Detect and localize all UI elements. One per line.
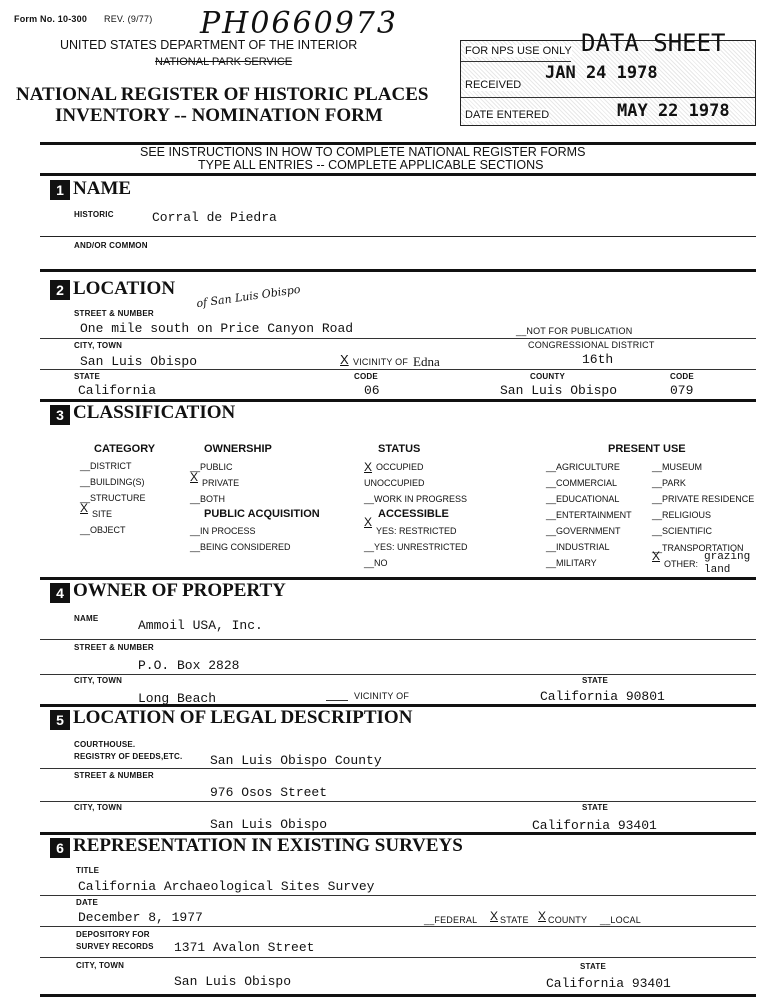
section-2-number: 2 xyxy=(50,280,70,300)
accessible-no: __NO xyxy=(364,558,388,568)
pubacq-being-considered: __BEING CONSIDERED xyxy=(190,542,291,552)
section-5-title: LOCATION OF LEGAL DESCRIPTION xyxy=(73,707,413,728)
use-educational: __EDUCATIONAL xyxy=(546,494,620,504)
status-occupied: OCCUPIED xyxy=(376,462,424,472)
location-city-value: San Luis Obispo xyxy=(80,354,198,369)
ownership-heading: OWNERSHIP xyxy=(204,443,272,455)
category-site: SITE xyxy=(92,509,113,519)
depository-label-2: SURVEY RECORDS xyxy=(76,942,154,951)
survey-title-label: TITLE xyxy=(76,866,100,875)
county-label: COUNTY xyxy=(530,372,565,381)
status-heading: STATUS xyxy=(378,443,421,455)
owner-state-label: STATE xyxy=(582,676,609,685)
stamp-number: PH0660973 xyxy=(200,6,398,41)
owner-city-label: CITY, TOWN xyxy=(74,676,123,685)
owner-city-value: Long Beach xyxy=(138,691,217,706)
use-military: __MILITARY xyxy=(546,558,597,568)
historic-label: HISTORIC xyxy=(74,210,114,219)
section-5-number: 5 xyxy=(50,710,70,730)
survey-date-label: DATE xyxy=(76,898,98,907)
ownership-public: __PUBLIC xyxy=(190,462,233,472)
category-heading: CATEGORY xyxy=(94,443,156,455)
survey-federal: __FEDERAL xyxy=(424,915,478,925)
form-title-line2: INVENTORY -- NOMINATION FORM xyxy=(55,105,383,126)
accessible-restricted-mark: X xyxy=(364,515,373,529)
owner-name-label: NAME xyxy=(74,614,99,623)
nps-use-box xyxy=(460,29,756,126)
accessible-restricted: YES: RESTRICTED xyxy=(376,526,457,536)
vicinity-check-mark: X xyxy=(340,352,349,367)
handwritten-annotation: of San Luis Obispo xyxy=(195,282,302,311)
status-work-in-progress: __WORK IN PROGRESS xyxy=(364,494,468,504)
county-value: San Luis Obispo xyxy=(500,383,618,398)
use-other-value: grazing land xyxy=(704,551,751,576)
category-site-mark: X xyxy=(80,501,89,515)
section-4-number: 4 xyxy=(50,583,70,603)
instructions-line1: SEE INSTRUCTIONS IN HOW TO COMPLETE NATIONAL REGISTER FORMS xyxy=(140,145,586,159)
state-label: STATE xyxy=(74,372,101,381)
state-value: California xyxy=(78,383,157,398)
congressional-district-label: CONGRESSIONAL DISTRICT xyxy=(528,340,655,350)
form-revision: REV. (9/77) xyxy=(104,14,153,24)
use-other: OTHER: xyxy=(664,559,699,569)
section-1-number: 1 xyxy=(50,180,70,200)
state-code-label: CODE xyxy=(354,372,378,381)
pubacq-in-process: __IN PROCESS xyxy=(190,526,256,536)
county-code-label: CODE xyxy=(670,372,694,381)
owner-name-value: Ammoil USA, Inc. xyxy=(138,618,263,633)
use-scientific: __SCIENTIFIC xyxy=(652,526,713,536)
public-acquisition-heading: PUBLIC ACQUISITION xyxy=(204,508,320,520)
section-1-title: NAME xyxy=(73,178,132,199)
received-label: RECEIVED xyxy=(465,79,522,91)
category-district: __DISTRICT xyxy=(80,461,132,471)
use-private-residence: __PRIVATE RESIDENCE xyxy=(652,494,755,504)
department-name: UNITED STATES DEPARTMENT OF THE INTERIOR xyxy=(60,38,358,52)
survey-city-value: San Luis Obispo xyxy=(174,974,292,989)
survey-local: __LOCAL xyxy=(600,915,641,925)
category-structure: __STRUCTURE xyxy=(80,493,146,503)
survey-state-label: STATE xyxy=(580,962,607,971)
legal-city-value: San Luis Obispo xyxy=(210,817,328,832)
owner-street-label: STREET & NUMBER xyxy=(74,643,154,652)
form-number: Form No. 10-300 xyxy=(14,14,88,24)
section-6-title: REPRESENTATION IN EXISTING SURVEYS xyxy=(73,835,463,856)
date-entered-label: DATE ENTERED xyxy=(465,109,550,121)
state-code-value: 06 xyxy=(364,383,380,398)
survey-title-value: California Archaeological Sites Survey xyxy=(78,879,375,894)
courthouse-label: COURTHOUSE. xyxy=(74,740,136,749)
legal-street-label: STREET & NUMBER xyxy=(74,771,154,780)
county-code-value: 079 xyxy=(670,383,694,398)
survey-county: COUNTY xyxy=(548,915,588,925)
use-park: __PARK xyxy=(652,478,686,488)
use-museum: __MUSEUM xyxy=(652,462,703,472)
vicinity-of-label: VICINITY OF xyxy=(353,357,409,367)
survey-state-mark: X xyxy=(490,909,499,923)
common-name-label: AND/OR COMMON xyxy=(74,241,148,250)
survey-state: STATE xyxy=(500,915,529,925)
congressional-district-value: 16th xyxy=(582,352,614,367)
use-other-mark: X xyxy=(652,549,661,563)
data-sheet-stamp: DATA SHEET xyxy=(581,29,726,57)
survey-state-value: California 93401 xyxy=(546,976,671,991)
owner-street-value: P.O. Box 2828 xyxy=(138,658,240,673)
status-unoccupied: UNOCCUPIED xyxy=(364,478,425,488)
survey-date-value: December 8, 1977 xyxy=(78,910,203,925)
status-occupied-mark: X xyxy=(364,460,373,474)
use-religious: __RELIGIOUS xyxy=(652,510,712,520)
section-2-title: LOCATION xyxy=(73,278,176,299)
legal-city-label: CITY, TOWN xyxy=(74,803,123,812)
ownership-private: PRIVATE xyxy=(202,478,240,488)
use-government: __GOVERNMENT xyxy=(546,526,621,536)
use-agriculture: __AGRICULTURE xyxy=(546,462,620,472)
legal-state-label: STATE xyxy=(582,803,609,812)
use-transportation: __TRANSPORTATION xyxy=(652,543,744,553)
section-3-number: 3 xyxy=(50,405,70,425)
courthouse-value: San Luis Obispo County xyxy=(210,753,382,768)
not-for-publication-label: __NOT FOR PUBLICATION xyxy=(516,326,633,336)
owner-state-value: California 90801 xyxy=(540,689,665,704)
category-buildings: __BUILDING(S) xyxy=(80,477,145,487)
legal-state-value: California 93401 xyxy=(532,818,657,833)
agency-name: NATIONAL PARK SERVICE xyxy=(155,56,293,68)
category-object: __OBJECT xyxy=(80,525,126,535)
city-town-label: CITY, TOWN xyxy=(74,341,123,350)
survey-city-label: CITY, TOWN xyxy=(76,961,125,970)
historic-value: Corral de Piedra xyxy=(152,210,277,225)
use-commercial: __COMMERCIAL xyxy=(546,478,618,488)
street-number-label: STREET & NUMBER xyxy=(74,309,154,318)
location-street-value: One mile south on Price Canyon Road xyxy=(80,321,354,336)
depository-label-1: DEPOSITORY FOR xyxy=(76,930,150,939)
ownership-both: __BOTH xyxy=(190,494,226,504)
legal-street-value: 976 Osos Street xyxy=(210,785,328,800)
survey-county-mark: X xyxy=(538,909,547,923)
instructions-line2: TYPE ALL ENTRIES -- COMPLETE APPLICABLE SECTIONS xyxy=(198,158,544,172)
accessible-heading: ACCESSIBLE xyxy=(378,508,449,520)
nps-use-only-label: FOR NPS USE ONLY xyxy=(465,45,572,57)
received-date: JAN 24 1978 xyxy=(545,63,658,83)
registry-label: REGISTRY OF DEEDS,ETC. xyxy=(74,752,183,761)
section-4-title: OWNER OF PROPERTY xyxy=(73,580,286,601)
vicinity-value: Edna xyxy=(413,354,440,369)
section-3-title: CLASSIFICATION xyxy=(73,402,236,423)
depository-value: 1371 Avalon Street xyxy=(174,940,315,955)
date-entered-value: MAY 22 1978 xyxy=(617,101,730,121)
owner-vicinity-label: VICINITY OF xyxy=(354,691,410,701)
ownership-private-mark: X xyxy=(190,470,199,484)
use-entertainment: __ENTERTAINMENT xyxy=(546,510,632,520)
accessible-unrestricted: __YES: UNRESTRICTED xyxy=(364,542,468,552)
use-industrial: __INDUSTRIAL xyxy=(546,542,610,552)
present-use-heading: PRESENT USE xyxy=(608,443,686,455)
section-6-number: 6 xyxy=(50,838,70,858)
form-title-line1: NATIONAL REGISTER OF HISTORIC PLACES xyxy=(16,84,429,105)
